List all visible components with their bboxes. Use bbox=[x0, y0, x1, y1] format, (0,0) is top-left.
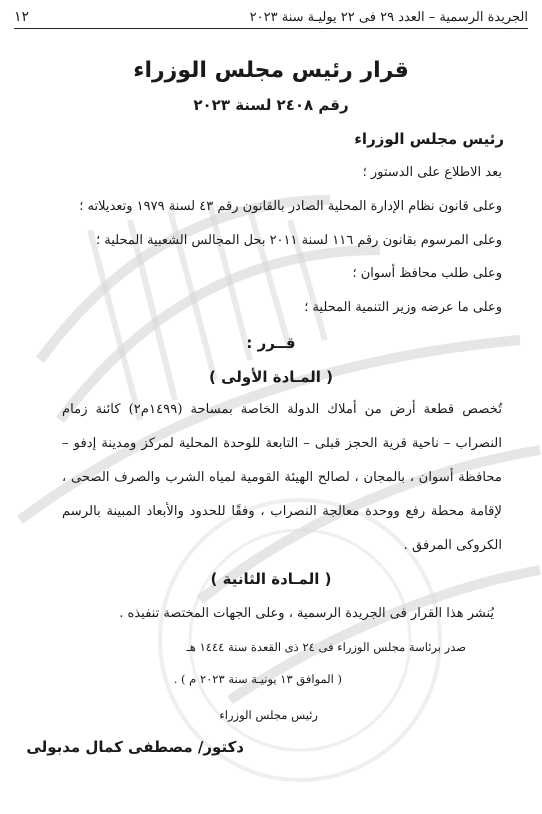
preamble-line: بعد الاطلاع على الدستور ؛ bbox=[362, 165, 502, 180]
preamble-line: وعلى ما عرضه وزير التنمية المحلية ؛ bbox=[304, 300, 502, 315]
article-1-line: لإقامة محطة رفع ووحدة معالجة النصراب ، وفقًا للحدود والأبعاد المبينة بالرسم bbox=[62, 504, 502, 519]
issuer-heading: رئيس مجلس الوزراء bbox=[354, 130, 504, 148]
article-2-text: يُنشر هذا القرار فى الجريدة الرسمية ، وعلى الجهات المختصة تنفيذه . bbox=[119, 606, 494, 621]
article-1-line: تُخصص قطعة أرض من أملاك الدولة الخاصة بمساحة (١٤٩٩م٢) كائنة زمام bbox=[62, 402, 502, 417]
page-number: ١٢ bbox=[14, 9, 30, 25]
preamble-line: وعلى طلب محافظ أسوان ؛ bbox=[352, 266, 502, 281]
issued-date-gregorian: ( الموافق ١٣ يونيـة سنة ٢٠٢٣ م ) . bbox=[173, 672, 342, 686]
article-1-line: النصراب – ناحية قرية الحجز قبلى – التابعة للوحدة المحلية لمركز ومدينة إدفو – bbox=[62, 436, 502, 451]
article-1-heading: ( المـادة الأولى ) bbox=[209, 368, 333, 386]
preamble-line: وعلى المرسوم بقانون رقم ١١٦ لسنة ٢٠١١ بحل المجالس الشعبية المحلية ؛ bbox=[96, 233, 502, 248]
signer-name: دكتور/ مصطفى كمال مدبولى bbox=[26, 738, 244, 756]
gazette-title: الجريدة الرسمية – العدد ٢٩ فى ٢٢ يوليـة سنة ٢٠٢٣ bbox=[249, 9, 528, 25]
article-1-line: الكروكى المرفق . bbox=[403, 538, 502, 553]
page-header bbox=[14, 6, 528, 29]
issued-date-hijri: صدر برئاسة مجلس الوزراء فى ٢٤ ذى القعدة سنة ١٤٤٤ هـ bbox=[186, 640, 466, 654]
decree-number: رقم ٢٤٠٨ لسنة ٢٠٢٣ bbox=[193, 96, 349, 114]
preamble-line: وعلى قانون نظام الإدارة المحلية الصادر بالقانون رقم ٤٣ لسنة ١٩٧٩ وتعديلاته ؛ bbox=[79, 199, 502, 214]
decided-heading: قــرر : bbox=[246, 334, 296, 352]
signer-title: رئيس مجلس الوزراء bbox=[219, 708, 318, 722]
article-2-heading: ( المـادة الثانية ) bbox=[210, 570, 332, 588]
decree-title: قرار رئيس مجلس الوزراء bbox=[133, 58, 409, 83]
article-1-line: محافظة أسوان ، بالمجان ، لصالح الهيئة القومية لمياه الشرب والصرف الصحى ، bbox=[62, 470, 502, 485]
